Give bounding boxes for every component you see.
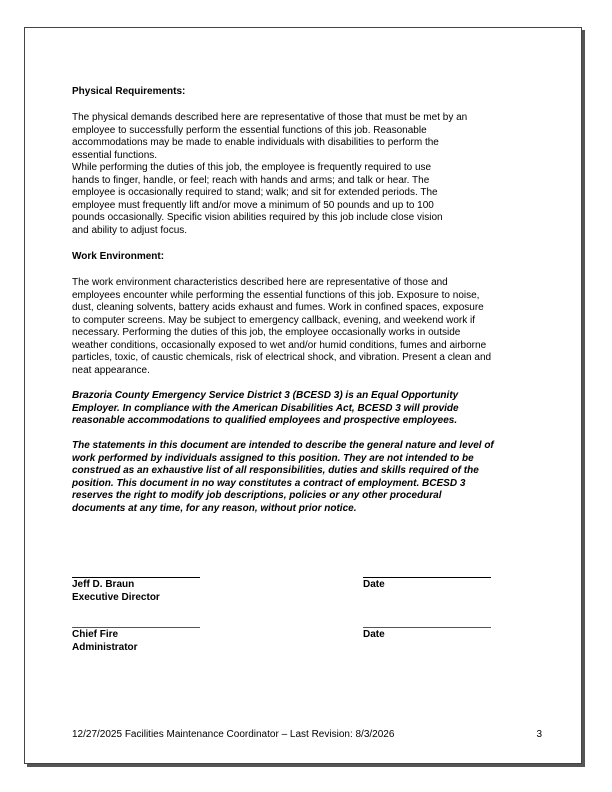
text-line: pounds occasionally. Specific vision abilities required by this job include close vision [72, 212, 443, 223]
signature-line [72, 577, 200, 578]
text-line: work performed by individuals assigned to this position. They are not intended to be [72, 452, 474, 464]
text-line: dust, cleaning solvents, battery acids exhaust and fumes. Work in confined spaces, exposure [72, 302, 484, 313]
text-line: employee must frequently lift and/or move a minimum of 50 pounds and up to 100 [72, 199, 434, 211]
footer-text: 12/27/2025 Facilities Maintenance Coordinator – Last Revision: 8/3/2026 [72, 729, 395, 740]
work-environment-heading: Work Environment: [72, 251, 165, 262]
text-line: employees encounter while performing the essential functions of this job. Exposure to noise, [72, 289, 480, 301]
text-line: documents at any time, for any reason, without prior notice. [72, 502, 357, 514]
signer-name: Chief Fire [72, 629, 119, 640]
signer-name: Jeff D. Braun [72, 579, 135, 590]
text-line: particles, toxic, of caustic chemicals, risk of electrical shock, and vibration. Present a clean and [72, 352, 492, 363]
signer-title: Executive Director [72, 592, 160, 603]
page-footer [72, 729, 542, 741]
text-line: accommodations may be made to enable individuals with disabilities to perform the [72, 137, 439, 148]
text-line: Brazoria County Emergency Service District 3 (BCESD 3) is an Equal Opportunity [72, 390, 459, 401]
text-line: employee to successfully perform the essential functions of this job. Reasonable [72, 124, 427, 136]
text-line: While performing the duties of this job, the employee is frequently required to use [72, 162, 432, 173]
text-line: and ability to adjust focus. [72, 224, 188, 236]
text-line: reserves the right to modify job descriptions, policies or any other procedural [72, 490, 442, 501]
date-line [363, 577, 491, 578]
text-line: reasonable accommodations to qualified employees and prospective employees. [72, 415, 458, 426]
signer-title: Administrator [72, 642, 138, 653]
text-line: weather conditions, occasionally exposed to wet and/or humid conditions, fumes and airborne [72, 339, 487, 351]
text-line: employee is occasionally required to stand; walk; and sit for extended periods. The [72, 187, 438, 198]
date-label: Date [363, 579, 385, 590]
text-line: construed as an exhaustive list of all responsibilities, duties and skills required of the [72, 465, 479, 476]
work-environment-body [72, 277, 542, 377]
text-line: necessary. Performing the duties of this job, the employee occasionally works in outside [72, 327, 461, 338]
disclaimer-statement [72, 440, 542, 515]
text-line: hands to finger, handle, or feel; reach with hands and arms; and talk or hear. The [72, 174, 430, 186]
page-number: 3 [536, 729, 542, 740]
text-line: The physical demands described here are representative of those that must be met by an [72, 112, 468, 123]
date-line [363, 627, 491, 628]
physical-requirements-heading: Physical Requirements: [72, 86, 186, 97]
text-line: to computer screens. May be subject to emergency callback, evening, and weekend work if [72, 314, 475, 326]
text-line: The statements in this document are intended to describe the general nature and level of [72, 440, 494, 451]
text-line: position. This document in no way constitutes a contract of employment. BCESD 3 [72, 477, 466, 489]
text-line: essential functions. [72, 149, 158, 161]
eeo-statement [72, 390, 542, 428]
date-label: Date [363, 629, 385, 640]
text-line: neat appearance. [72, 364, 150, 376]
text-line: Employer. In compliance with the American Disabilities Act, BCESD 3 will provide [72, 402, 459, 414]
physical-requirements-body [72, 112, 542, 237]
text-line: The work environment characteristics described here are representative of those and [72, 277, 448, 288]
signature-line [72, 627, 200, 628]
